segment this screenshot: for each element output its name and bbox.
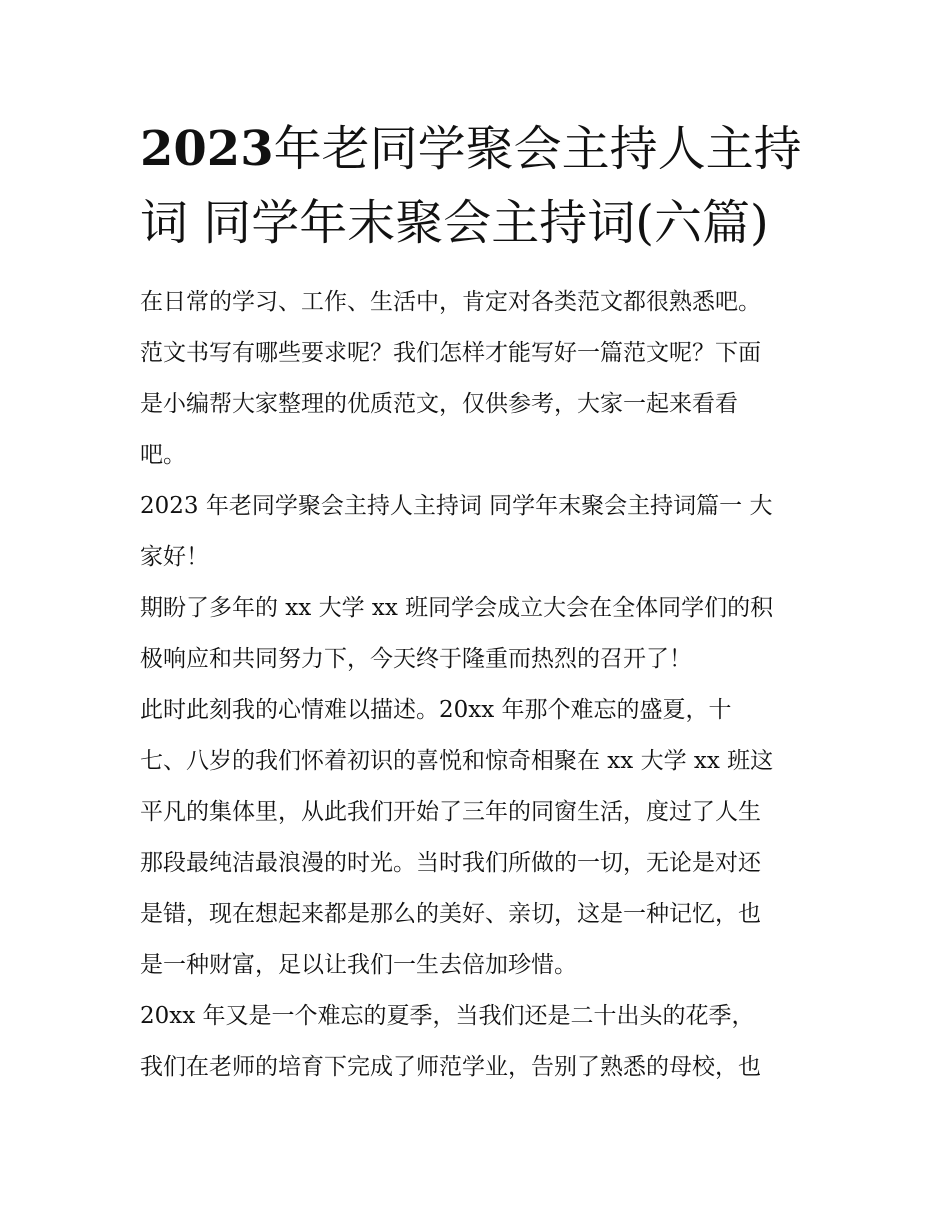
body-line: 此时此刻我的心情难以描述。20xx 年那个难忘的盛夏，十	[140, 697, 732, 723]
body-line: 是一种财富，足以让我们一生去倍加珍惜。	[140, 952, 577, 978]
body-line: 家好！	[140, 544, 209, 570]
body-line: 是小编帮大家整理的优质范文，仅供参考，大家一起来看看	[140, 391, 738, 417]
body-line: 是错，现在想起来都是那么的美好、亲切，这是一种记忆，也	[140, 901, 761, 927]
title-line-1	[140, 112, 820, 186]
body-line: 20xx 年又是一个难忘的夏季，当我们还是二十出头的花季，	[140, 1003, 755, 1029]
body-line: 在日常的学习、工作、生活中，肯定对各类范文都很熟悉吧。	[140, 289, 761, 315]
document-body	[140, 277, 820, 1093]
title-line-1-text: 年老同学聚会主持人主持	[273, 121, 802, 177]
body-line: 范文书写有哪些要求呢？我们怎样才能写好一篇范文呢？下面	[140, 340, 761, 366]
body-line: 2023 年老同学聚会主持人主持词 同学年末聚会主持词篇一 大	[140, 493, 773, 519]
body-line: 七、八岁的我们怀着初识的喜悦和惊奇相聚在 xx 大学 xx 班这	[140, 748, 774, 774]
document-title	[140, 112, 820, 260]
body-line: 极响应和共同努力下，今天终于隆重而热烈的召开了！	[140, 646, 692, 672]
body-line: 我们在老师的培育下完成了师范学业，告别了熟悉的母校，也	[140, 1054, 761, 1080]
title-year: 2023	[140, 121, 274, 177]
body-line: 那段最纯洁最浪漫的时光。当时我们所做的一切，无论是对还	[140, 850, 761, 876]
title-line-2: 词 同学年末聚会主持词(六篇)	[140, 195, 769, 251]
body-line: 期盼了多年的 xx 大学 xx 班同学会成立大会在全体同学们的积	[140, 595, 774, 621]
body-line: 吧。	[140, 442, 186, 468]
body-line: 平凡的集体里，从此我们开始了三年的同窗生活，度过了人生	[140, 799, 761, 825]
